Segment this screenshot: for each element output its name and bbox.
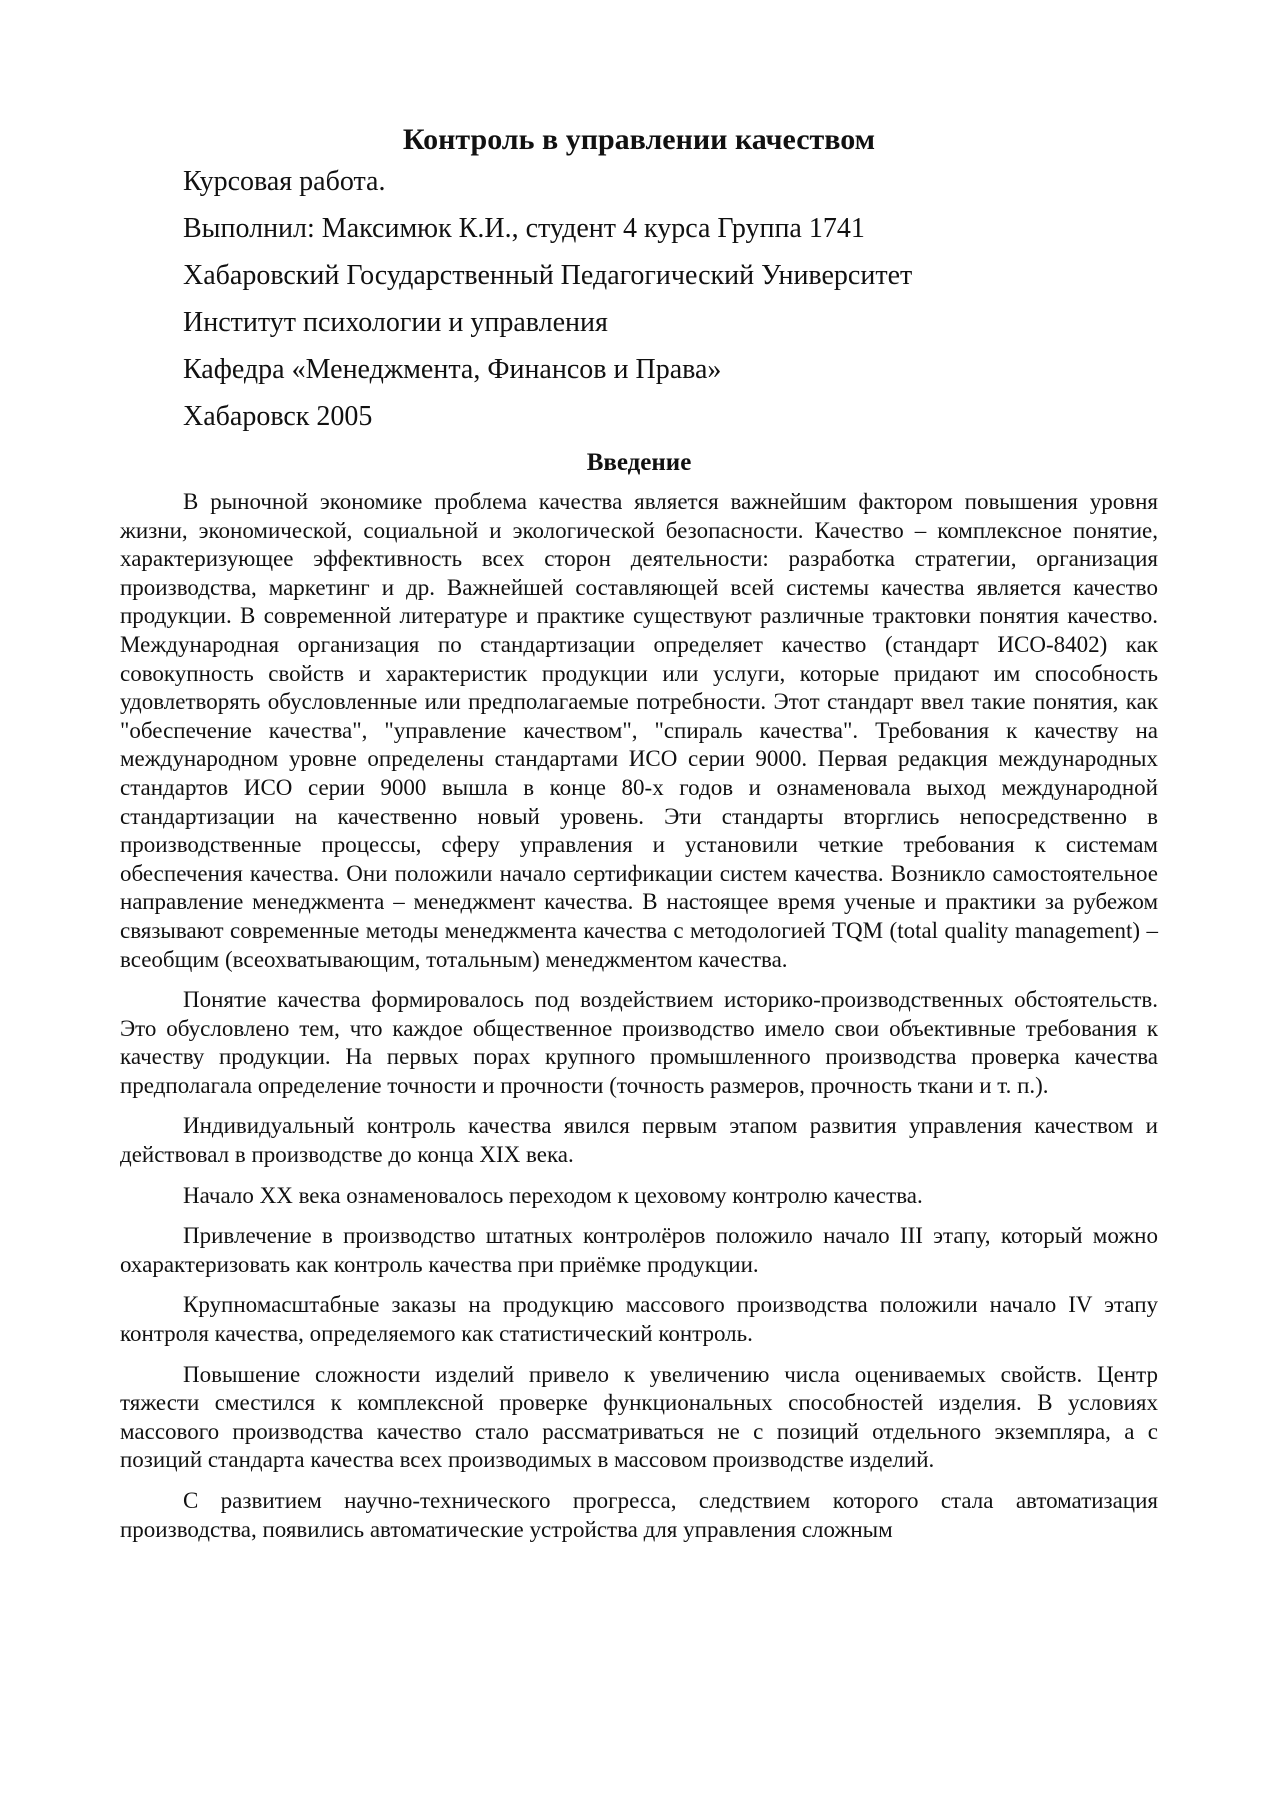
meta-line-work-type: Курсовая работа. <box>183 166 386 197</box>
meta-line-department: Кафедра «Менеджмента, Финансов и Права» <box>183 354 722 385</box>
meta-line-institute: Институт психологии и управления <box>183 307 608 338</box>
section-heading-introduction: Введение <box>586 449 692 476</box>
body-text <box>120 488 1158 1544</box>
document-title: Контроль в управлении качеством <box>402 123 876 156</box>
document-page <box>120 120 1158 1556</box>
paragraph: Понятие качества формировалось под воздействием историко-производственных обстоятельств. Это обусловлено тем, что каждое общественное производство имело свои объективные требования к качеству продукции. На первых порах крупного промышленного производства проверка качества предполагала определение точности и прочности (точность размеров, прочность ткани и т. п.). <box>120 987 1158 1098</box>
paragraph: С развитием научно-технического прогресса, следствием которого стала автоматизация производства, появились автоматические устройства для управления сложным <box>120 1488 1158 1542</box>
paragraph: Крупномасштабные заказы на продукцию массового производства положили начало IV этапу контроля качества, определяемого как статистический контроль. <box>120 1292 1158 1347</box>
meta-line-university: Хабаровский Государственный Педагогический Университет <box>183 260 913 291</box>
paragraph: Индивидуальный контроль качества явился первым этапом развития управления качеством и действовал в производстве до конца XIX века. <box>120 1113 1158 1168</box>
paragraph: Повышение сложности изделий привело к увеличению числа оцениваемых свойств. Центр тяжести сместился к комплексной проверке функциональных способностей изделия. В условиях массового производства качество стало рассматриваться не с позиций отдельного экземпляра, а с позиций стандарта качества всех производимых в массовом производстве изделий. <box>120 1361 1158 1473</box>
meta-line-city-year: Хабаровск 2005 <box>183 401 373 432</box>
paragraph: Начало XX века ознаменовалось переходом к цеховому контролю качества. <box>183 1182 923 1208</box>
paragraph: В рыночной экономике проблема качества является важнейшим фактором повышения уровня жизни, экономической, социальной и экологической безопасности. Качество – комплексное понятие, характеризующее эффективность всех сторон деятельности: разработка стратегии, организация производства, маркетинг и др. Важнейшей составляющей всей системы качества является качество продукции. В современной литературе и практике существуют различные трактовки понятия качество. Международная организация по стандартизации определяет качество (стандарт ИСО-8402) как совокупность свойств и характеристик продукции или услуги, которые придают им способность удовлетворять обусловленные или предполагаемые потребности. Этот стандарт ввел такие понятия, как "обеспечение качества", "управление качеством", "спираль качества". Требования к качеству на международном уровне определены стандартами ИСО серии 9000. Первая редакция международных стандартов ИСО серии 9000 вышла в конце 80-х годов и ознаменовала выход международной стандартизации на качественно новый уровень. Эти стандарты вторглись непосредственно в производственные процессы, сферу управления и установили четкие требования к системам обеспечения качества. Они положили начало сертификации систем качества. Возникло самостоятельное направление менеджмента – менеджмент качества. В настоящее время ученые и практики за рубежом связывают современные методы менеджмента качества с методологией TQM (total quality management) – всеобщим (всеохватывающим, тотальным) менеджментом качества. <box>120 489 1158 972</box>
meta-line-author: Выполнил: Максимюк К.И., студент 4 курса Группа 1741 <box>183 213 865 244</box>
paragraph: Привлечение в производство штатных контролёров положило начало III этапу, который можно охарактеризовать как контроль качества при приёмке продукции. <box>120 1223 1158 1277</box>
title-block <box>120 166 1158 433</box>
